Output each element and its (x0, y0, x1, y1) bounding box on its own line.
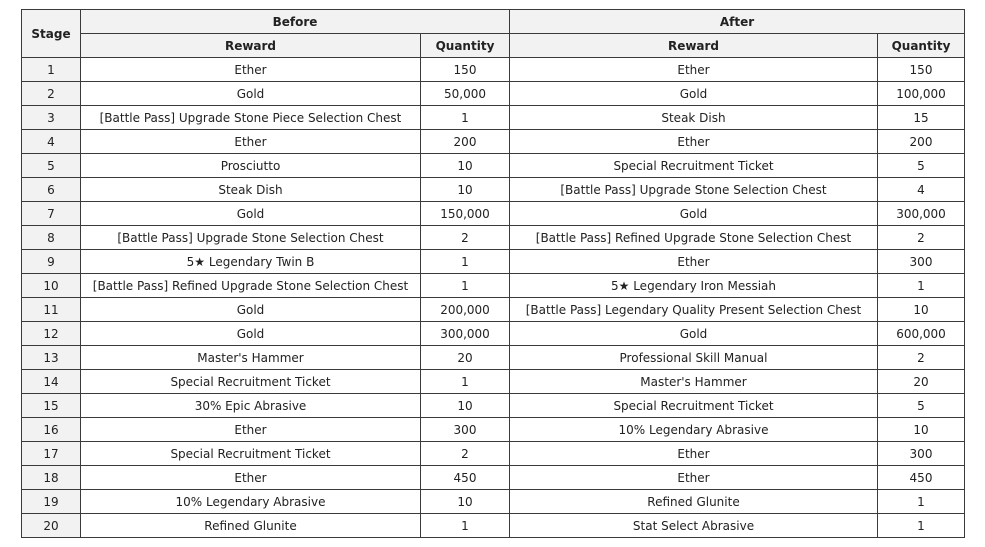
stage-cell: 9 (22, 250, 81, 274)
after-quantity-cell: 2 (878, 226, 965, 250)
after-quantity-cell: 20 (878, 370, 965, 394)
after-header: After (510, 10, 965, 34)
after-quantity-cell: 4 (878, 178, 965, 202)
before-reward-cell: Prosciutto (81, 154, 421, 178)
before-quantity-header: Quantity (421, 34, 510, 58)
after-reward-cell: Gold (510, 322, 878, 346)
after-quantity-cell: 10 (878, 418, 965, 442)
before-reward-cell: Master's Hammer (81, 346, 421, 370)
after-quantity-cell: 300,000 (878, 202, 965, 226)
before-reward-cell: 30% Epic Abrasive (81, 394, 421, 418)
before-reward-cell: [Battle Pass] Upgrade Stone Selection Chest (81, 226, 421, 250)
before-header: Before (81, 10, 510, 34)
before-reward-cell: Steak Dish (81, 178, 421, 202)
after-quantity-cell: 15 (878, 106, 965, 130)
after-quantity-cell: 100,000 (878, 82, 965, 106)
stage-cell: 13 (22, 346, 81, 370)
before-reward-cell: [Battle Pass] Upgrade Stone Piece Selection Chest (81, 106, 421, 130)
stage-cell: 8 (22, 226, 81, 250)
stage-cell: 5 (22, 154, 81, 178)
after-quantity-cell: 5 (878, 394, 965, 418)
stage-cell: 6 (22, 178, 81, 202)
after-reward-cell: Gold (510, 202, 878, 226)
table-row (22, 274, 965, 298)
before-quantity-cell: 150,000 (421, 202, 510, 226)
before-quantity-cell: 2 (421, 226, 510, 250)
table-row (22, 466, 965, 490)
before-reward-cell: Gold (81, 322, 421, 346)
table-row (22, 202, 965, 226)
before-quantity-cell: 1 (421, 370, 510, 394)
after-quantity-cell: 5 (878, 154, 965, 178)
before-reward-cell: Ether (81, 130, 421, 154)
after-reward-cell: Ether (510, 58, 878, 82)
stage-cell: 12 (22, 322, 81, 346)
after-reward-cell: [Battle Pass] Legendary Quality Present Selection Chest (510, 298, 878, 322)
table-row (22, 106, 965, 130)
before-quantity-cell: 10 (421, 178, 510, 202)
table-row (22, 130, 965, 154)
before-reward-cell: Special Recruitment Ticket (81, 442, 421, 466)
after-quantity-cell: 2 (878, 346, 965, 370)
stage-cell: 18 (22, 466, 81, 490)
before-reward-cell: Gold (81, 202, 421, 226)
after-reward-cell: Ether (510, 466, 878, 490)
stage-cell: 10 (22, 274, 81, 298)
stage-cell: 4 (22, 130, 81, 154)
after-quantity-cell: 600,000 (878, 322, 965, 346)
before-quantity-cell: 10 (421, 490, 510, 514)
before-reward-cell: Special Recruitment Ticket (81, 370, 421, 394)
after-reward-cell: Professional Skill Manual (510, 346, 878, 370)
before-quantity-cell: 10 (421, 394, 510, 418)
before-quantity-cell: 450 (421, 466, 510, 490)
after-quantity-cell: 200 (878, 130, 965, 154)
after-quantity-cell: 1 (878, 514, 965, 538)
before-quantity-cell: 200 (421, 130, 510, 154)
before-quantity-cell: 20 (421, 346, 510, 370)
before-reward-cell: Ether (81, 466, 421, 490)
after-reward-cell: Master's Hammer (510, 370, 878, 394)
table-row (22, 226, 965, 250)
before-quantity-cell: 300 (421, 418, 510, 442)
after-reward-cell: Refined Glunite (510, 490, 878, 514)
stage-cell: 14 (22, 370, 81, 394)
stage-cell: 3 (22, 106, 81, 130)
after-quantity-cell: 300 (878, 442, 965, 466)
after-reward-cell: 10% Legendary Abrasive (510, 418, 878, 442)
after-quantity-header: Quantity (878, 34, 965, 58)
stage-cell: 2 (22, 82, 81, 106)
before-reward-cell: Ether (81, 418, 421, 442)
before-reward-header: Reward (81, 34, 421, 58)
after-quantity-cell: 1 (878, 490, 965, 514)
table-row (22, 298, 965, 322)
after-reward-header: Reward (510, 34, 878, 58)
before-reward-cell: 10% Legendary Abrasive (81, 490, 421, 514)
after-quantity-cell: 450 (878, 466, 965, 490)
before-quantity-cell: 2 (421, 442, 510, 466)
table-row (22, 322, 965, 346)
table-row (22, 442, 965, 466)
before-quantity-cell: 300,000 (421, 322, 510, 346)
before-quantity-cell: 50,000 (421, 82, 510, 106)
table-row (22, 58, 965, 82)
table-row (22, 418, 965, 442)
after-reward-cell: [Battle Pass] Refined Upgrade Stone Selection Chest (510, 226, 878, 250)
table-row (22, 370, 965, 394)
stage-cell: 19 (22, 490, 81, 514)
after-quantity-cell: 150 (878, 58, 965, 82)
before-reward-cell: Gold (81, 298, 421, 322)
table-row (22, 178, 965, 202)
table-body (22, 58, 965, 538)
stage-cell: 16 (22, 418, 81, 442)
stage-cell: 7 (22, 202, 81, 226)
table-row (22, 154, 965, 178)
after-reward-cell: Special Recruitment Ticket (510, 394, 878, 418)
after-quantity-cell: 1 (878, 274, 965, 298)
table-row (22, 514, 965, 538)
after-quantity-cell: 10 (878, 298, 965, 322)
after-quantity-cell: 300 (878, 250, 965, 274)
table-row (22, 82, 965, 106)
before-quantity-cell: 1 (421, 274, 510, 298)
before-reward-cell: Refined Glunite (81, 514, 421, 538)
before-quantity-cell: 1 (421, 514, 510, 538)
stage-cell: 15 (22, 394, 81, 418)
table-row (22, 250, 965, 274)
after-reward-cell: Ether (510, 442, 878, 466)
table-row (22, 490, 965, 514)
stage-cell: 11 (22, 298, 81, 322)
before-reward-cell: 5★ Legendary Twin B (81, 250, 421, 274)
before-reward-cell: Gold (81, 82, 421, 106)
after-reward-cell: Gold (510, 82, 878, 106)
after-reward-cell: 5★ Legendary Iron Messiah (510, 274, 878, 298)
after-reward-cell: [Battle Pass] Upgrade Stone Selection Chest (510, 178, 878, 202)
stage-header: Stage (22, 10, 81, 58)
before-quantity-cell: 150 (421, 58, 510, 82)
after-reward-cell: Steak Dish (510, 106, 878, 130)
stage-cell: 17 (22, 442, 81, 466)
table-row (22, 394, 965, 418)
table-row (22, 346, 965, 370)
before-quantity-cell: 1 (421, 250, 510, 274)
before-reward-cell: Ether (81, 58, 421, 82)
before-reward-cell: [Battle Pass] Refined Upgrade Stone Selection Chest (81, 274, 421, 298)
before-quantity-cell: 200,000 (421, 298, 510, 322)
reward-comparison-table (21, 9, 965, 538)
after-reward-cell: Ether (510, 250, 878, 274)
before-quantity-cell: 10 (421, 154, 510, 178)
after-reward-cell: Special Recruitment Ticket (510, 154, 878, 178)
after-reward-cell: Ether (510, 130, 878, 154)
after-reward-cell: Stat Select Abrasive (510, 514, 878, 538)
stage-cell: 20 (22, 514, 81, 538)
before-quantity-cell: 1 (421, 106, 510, 130)
stage-cell: 1 (22, 58, 81, 82)
